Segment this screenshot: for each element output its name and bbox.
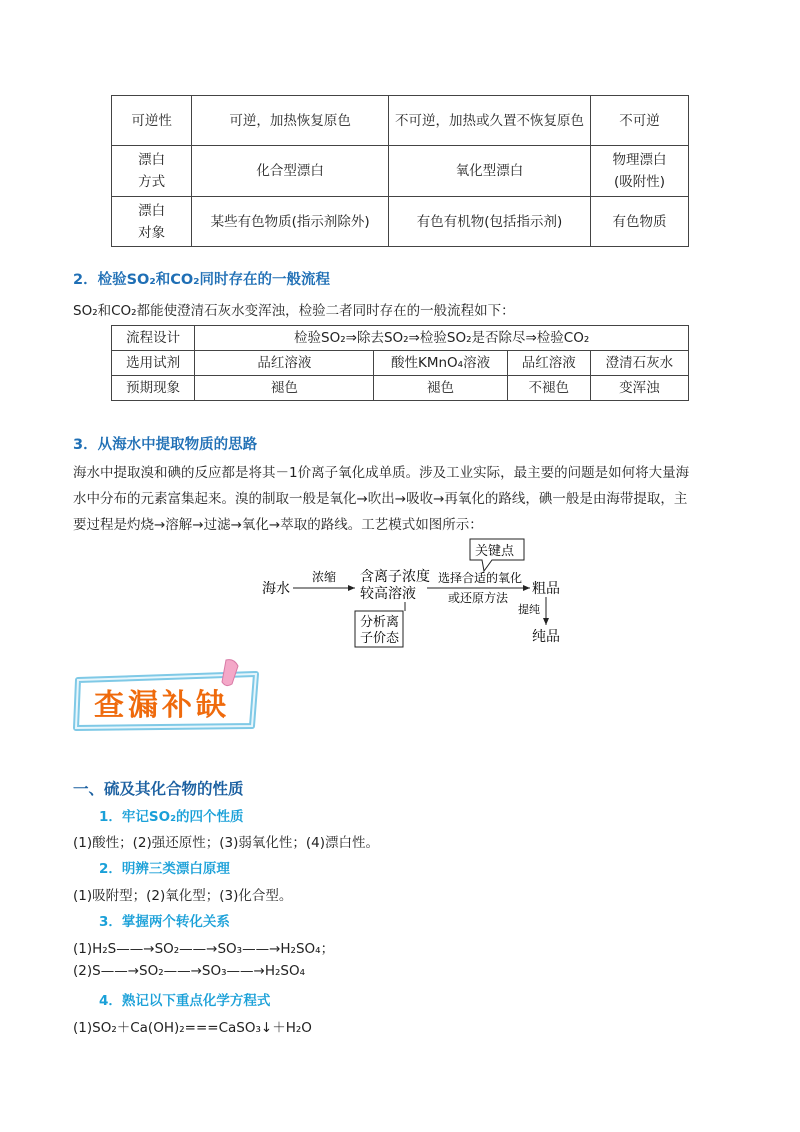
table-cell: 可逆性 bbox=[112, 96, 192, 146]
paragraph bbox=[73, 460, 733, 538]
diagram-label-analyze-2: 子价态 bbox=[360, 631, 400, 646]
extraction-process-diagram bbox=[260, 535, 570, 650]
table-row bbox=[112, 197, 689, 247]
diagram-label-seawater: 海水 bbox=[262, 581, 290, 597]
content-line: (1)酸性；(2)强还原性；(3)弱氧化性；(4)漂白性。 bbox=[73, 835, 379, 851]
table-cell: 氧化型漂白 bbox=[389, 146, 591, 197]
table-cell: 漂白方式 bbox=[112, 146, 192, 197]
detection-flow-table bbox=[111, 325, 689, 401]
diagram-label-pure: 纯品 bbox=[532, 629, 560, 645]
table-cell: 不可逆，加热或久置不恢复原色 bbox=[389, 96, 591, 146]
table-row bbox=[112, 351, 689, 376]
table-cell: 有色物质 bbox=[591, 197, 689, 247]
diagram-label-analyze-1: 分析离 bbox=[360, 615, 400, 630]
paragraph-line: 水中分布的元素富集起来。溴的制取一般是氧化→吹出→吸收→再氧化的路线，碘一般是由海带提取，主 bbox=[73, 491, 688, 507]
diagram-label-high-conc-2: 较高溶液 bbox=[360, 586, 416, 602]
table-cell: 不褪色 bbox=[507, 376, 590, 401]
section-heading: 2．检验SO₂和CO₂同时存在的一般流程 bbox=[73, 272, 331, 288]
table-row bbox=[112, 376, 689, 401]
bleaching-comparison-table bbox=[111, 95, 689, 247]
table-cell: 检验SO₂⇒除去SO₂⇒检验SO₂是否除尽⇒检验CO₂ bbox=[195, 326, 689, 351]
content-line: (1)吸附型；(2)氧化型；(3)化合型。 bbox=[73, 888, 293, 904]
table-cell: 物理漂白(吸附性) bbox=[591, 146, 689, 197]
table-cell: 预期现象 bbox=[112, 376, 195, 401]
section-heading: 3．从海水中提取物质的思路 bbox=[73, 437, 258, 453]
table-cell: 酸性KMnO₄溶液 bbox=[374, 351, 507, 376]
paragraph: SO₂和CO₂都能使澄清石灰水变浑浊，检验二者同时存在的一般流程如下： bbox=[73, 303, 515, 319]
banner-title: 查漏补缺 bbox=[94, 688, 230, 723]
subsection-heading: 3．掌握两个转化关系 bbox=[99, 914, 230, 930]
table-cell: 可逆，加热恢复原色 bbox=[192, 96, 389, 146]
table-cell: 品红溶液 bbox=[195, 351, 374, 376]
table-cell: 褪色 bbox=[195, 376, 374, 401]
diagram-label-high-conc-1: 含离子浓度 bbox=[360, 569, 430, 585]
content-line: (1)SO₂＋Ca(OH)₂===CaSO₃↓＋H₂O bbox=[73, 1020, 312, 1036]
paragraph-line: 海水中提取溴和碘的反应都是将其－1价离子氧化成单质。涉及工业实际，最主要的问题是如何将大量海 bbox=[73, 465, 690, 481]
table-cell: 变浑浊 bbox=[590, 376, 688, 401]
table-cell: 品红溶液 bbox=[507, 351, 590, 376]
table-cell: 澄清石灰水 bbox=[590, 351, 688, 376]
part-heading: 一、硫及其化合物的性质 bbox=[73, 780, 244, 798]
check-gaps-banner bbox=[68, 658, 268, 738]
table-row bbox=[112, 146, 689, 197]
subsection-heading: 2．明辨三类漂白原理 bbox=[99, 861, 230, 877]
paragraph-line: 要过程是灼烧→溶解→过滤→氧化→萃取的路线。工艺模式如图所示： bbox=[73, 517, 483, 533]
content-line: (1)H₂S——→SO₂——→SO₃——→H₂SO₄； bbox=[73, 941, 335, 957]
table-cell: 不可逆 bbox=[591, 96, 689, 146]
table-cell: 化合型漂白 bbox=[192, 146, 389, 197]
table-cell: 某些有色物质(指示剂除外) bbox=[192, 197, 389, 247]
table-cell: 有色有机物(包括指示剂) bbox=[389, 197, 591, 247]
table-row bbox=[112, 96, 689, 146]
diagram-label-oxidize-2: 或还原方法 bbox=[448, 591, 509, 605]
diagram-label-oxidize-1: 选择合适的氧化 bbox=[438, 571, 523, 585]
subsection-heading: 4．熟记以下重点化学方程式 bbox=[99, 993, 271, 1009]
diagram-label-crude: 粗品 bbox=[532, 581, 560, 597]
table-cell: 流程设计 bbox=[112, 326, 195, 351]
table-row bbox=[112, 326, 689, 351]
diagram-label-key-point: 关键点 bbox=[475, 544, 515, 559]
subsection-heading: 1．牢记SO₂的四个性质 bbox=[99, 809, 244, 825]
diagram-label-concentrate: 浓缩 bbox=[312, 570, 337, 584]
content-line: (2)S——→SO₂——→SO₃——→H₂SO₄ bbox=[73, 963, 306, 979]
diagram-label-purify: 提纯 bbox=[518, 603, 540, 616]
table-cell: 漂白对象 bbox=[112, 197, 192, 247]
table-cell: 褪色 bbox=[374, 376, 507, 401]
table-cell: 选用试剂 bbox=[112, 351, 195, 376]
